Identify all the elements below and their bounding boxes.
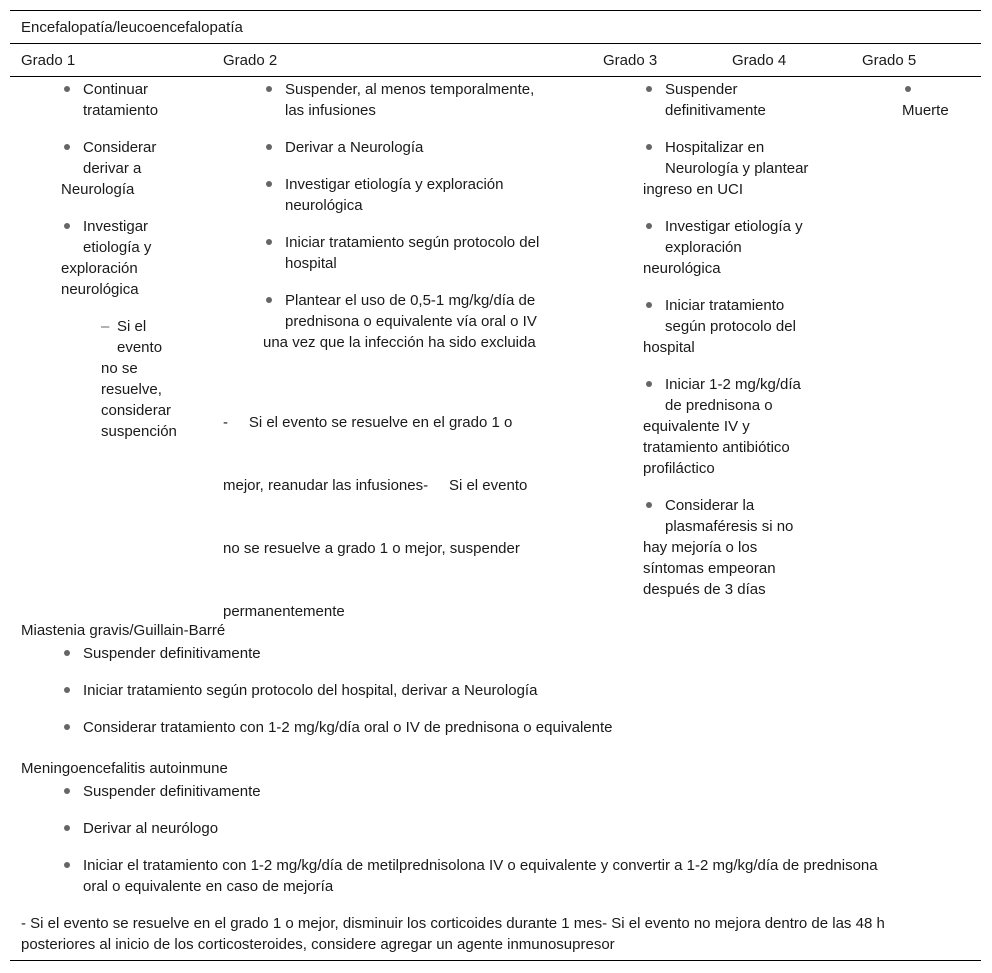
list-item-text: plasmaféresis si no [665,518,794,535]
list-item-text: síntomas empeoran [643,560,776,577]
list-item-text: Considerar la [665,497,755,514]
grado-1-cell [61,79,211,442]
list-item-text: después de 3 días [643,581,766,598]
bullet-icon [646,144,652,150]
bullet-icon [64,86,70,92]
note-line: - Si el evento se resuelve en el grado 1 o [223,414,513,431]
bullet-icon [64,825,70,831]
list-item-text: Considerar tratamiento con 1-2 mg/kg/día oral o IV de prednisona o equivalente [83,719,613,736]
list-item-text: Si el [117,318,147,335]
list-item-text: Considerar [83,139,157,156]
list-item [61,818,976,839]
list-item [263,232,593,274]
list-item [263,290,593,353]
header-grado-2: Grado 2 [223,52,278,69]
list-item-text: Investigar etiología y [665,218,803,235]
list-item [263,79,593,121]
bullet-icon [646,502,652,508]
list-item-text: Hospitalizar en [665,139,765,156]
header-grado-5: Grado 5 [862,52,917,69]
list-item-text: tratamiento antibiótico [643,439,790,456]
footer-line: posteriores al inicio de los corticosteroides, considere agregar un agente inmunosupresor [21,936,615,953]
bullet-icon [64,788,70,794]
list-item-text: Suspender [665,81,738,98]
dash-icon: – [101,318,110,335]
list-item [643,216,843,279]
bullet-icon [646,223,652,229]
list-item [61,781,976,802]
section-title-meningoencefalitis: Meningoencefalitis autoinmune [21,760,228,777]
list-item-text: definitivamente [665,102,766,119]
list-item-text: neurológica [643,260,721,277]
bullet-icon [64,650,70,656]
list-item-text: exploración [665,239,742,256]
list-item-text: neurológica [285,197,363,214]
list-item-text: Iniciar el tratamiento con 1-2 mg/kg/día de metilprednisolona IV o equivalente y convertir a 1-2 mg/kg/día de prednisona [83,857,878,874]
list-item-text: hospital [285,255,337,272]
list-item-text: Derivar a Neurología [285,139,424,156]
list-item-text: Iniciar tratamiento según protocolo del [285,234,540,251]
list-item-text: Iniciar tratamiento según protocolo del hospital, derivar a Neurología [83,682,538,699]
list-item-text: Suspender, al menos temporalmente, [285,81,535,98]
miastenia-list [61,643,961,754]
list-item [643,374,843,479]
list-item-text: equivalente IV y [643,418,750,435]
section-title-miastenia: Miastenia gravis/Guillain-Barré [21,622,226,639]
table-bottom-rule [10,960,981,961]
bullet-icon [646,86,652,92]
bullet-icon [905,86,911,92]
section-title-encefalopatia: Encefalopatía/leucoencefalopatía [21,19,243,36]
list-item-text: hospital [643,339,695,356]
list-item-text: suspención [101,423,177,440]
list-item [643,79,843,121]
list-item [61,79,211,121]
list-item-text: prednisona o equivalente vía oral o IV [285,313,537,330]
list-item-text: hay mejoría o los [643,539,758,556]
grado-2-note [223,370,583,643]
list-item-text: Investigar [83,218,149,235]
list-item-text: resuelve, [101,381,162,398]
list-item-text: Investigar etiología y exploración [285,176,504,193]
list-item [61,216,211,300]
list-item-text: según protocolo del [665,318,796,335]
note-line: no se resuelve a grado 1 o mejor, suspender [223,540,520,557]
list-item-text: considerar [101,402,172,419]
bullet-icon [646,302,652,308]
list-item-text: Neurología [61,181,135,198]
list-item-text: Muerte [902,102,949,119]
list-item-text: derivar a [83,160,142,177]
list-item-text: etiología y [83,239,152,256]
list-item-text: Suspender definitivamente [83,783,261,800]
grado-3-4-cell [643,79,843,616]
list-item-text: de prednisona o [665,397,773,414]
list-item [61,643,961,664]
list-item-text: no se [101,360,138,377]
bullet-icon [64,687,70,693]
bullet-icon [64,862,70,868]
bullet-icon [64,223,70,229]
list-item [61,680,961,701]
bullet-icon [266,297,272,303]
list-item-text: neurológica [61,281,139,298]
grado-2-cell [263,79,593,369]
list-item-text: profiláctico [643,460,715,477]
list-item [263,137,593,158]
list-item-text: evento [117,339,163,356]
bullet-icon [266,181,272,187]
list-item-text: Suspender definitivamente [83,645,261,662]
list-item-text: Iniciar 1-2 mg/kg/día [665,376,801,393]
header-rule [10,76,981,77]
list-item [61,855,976,897]
header-grado-3: Grado 3 [603,52,658,69]
list-item-text: ingreso en UCI [643,181,744,198]
list-item [643,495,843,600]
list-item [263,174,593,216]
list-item-text: Continuar [83,81,149,98]
footer-note [21,913,981,955]
title-rule [10,43,981,44]
list-item-text: Neurología y plantear [665,160,809,177]
list-item-text: exploración [61,260,138,277]
bullet-icon [266,144,272,150]
list-item-text: las infusiones [285,102,376,119]
header-grado-1: Grado 1 [21,52,76,69]
list-item-text: oral o equivalente en caso de mejoría [83,878,334,895]
list-item-text: Iniciar tratamiento [665,297,785,314]
list-item-text: tratamiento [83,102,159,119]
list-item-text: una vez que la infección ha sido excluida [263,334,536,351]
grado-5-cell [902,79,972,121]
list-item-text: Derivar al neurólogo [83,820,219,837]
list-item-text: Plantear el uso de 0,5-1 mg/kg/día de [285,292,536,309]
header-grado-4: Grado 4 [732,52,787,69]
note-line: permanentemente [223,603,345,620]
list-item [61,717,961,738]
footer-line: - Si el evento se resuelve en el grado 1 o mejor, disminuir los corticoides durante 1 mes- Si el evento no mejora dentro de las 48 h [21,915,885,932]
list-item [643,295,843,358]
note-line: mejor, reanudar las infusiones- Si el evento [223,477,528,494]
list-item [643,137,843,200]
table-top-rule [10,10,981,11]
sub-list-item [101,316,211,442]
bullet-icon [64,724,70,730]
meningoencefalitis-list [61,781,976,913]
bullet-icon [64,144,70,150]
bullet-icon [266,239,272,245]
list-item [61,137,211,200]
bullet-icon [646,381,652,387]
bullet-icon [266,86,272,92]
